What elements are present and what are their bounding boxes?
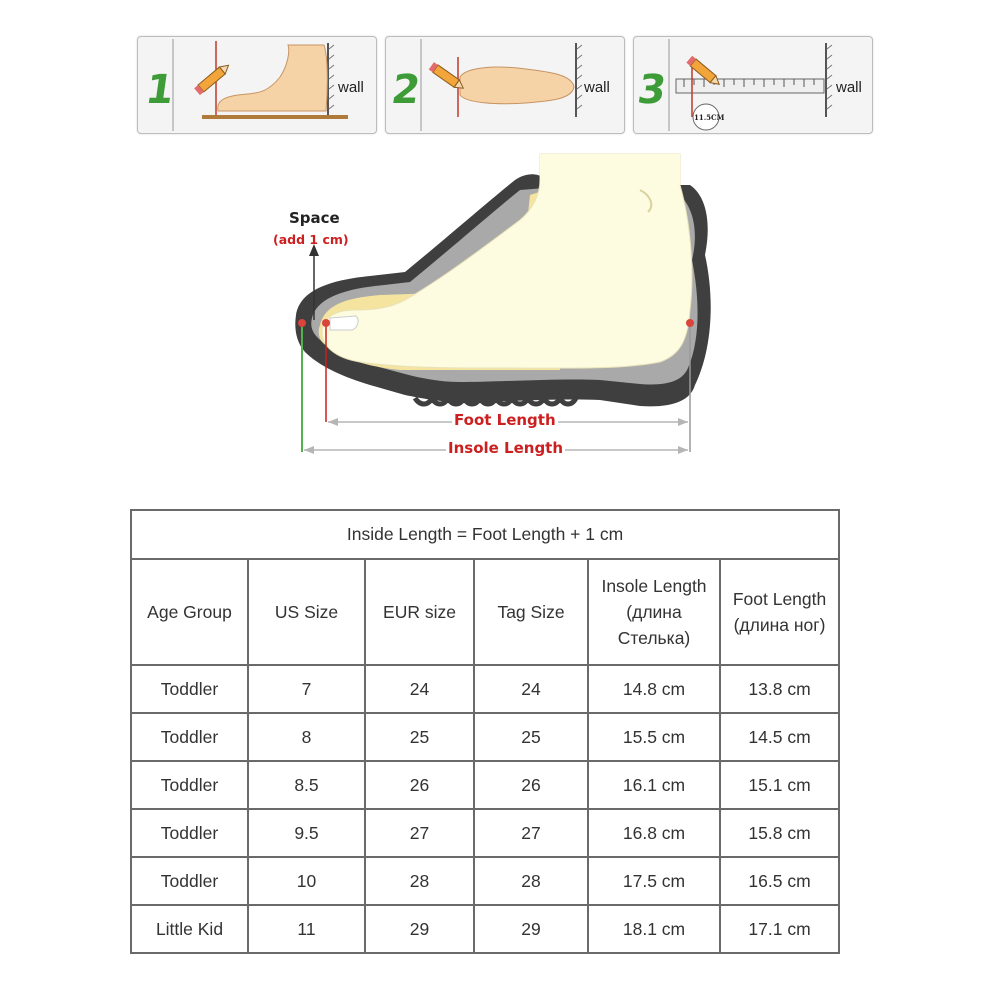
age-group-cell: Little Kid: [131, 905, 248, 953]
us-size-cell: 7: [248, 665, 365, 713]
tag-size-cell: 29: [474, 905, 588, 953]
step-2-wall-label: wall: [584, 79, 610, 96]
table-row: [131, 761, 839, 809]
header-us-size: US Size: [248, 559, 365, 665]
tag-size-cell: 24: [474, 665, 588, 713]
age-group-cell: Toddler: [131, 761, 248, 809]
header-tag-size: Tag Size: [474, 559, 588, 665]
step-3-number: 3: [634, 67, 670, 113]
insole-length-cell: 14.8 cm: [588, 665, 720, 713]
eur-size-cell: 25: [365, 713, 474, 761]
table-body: [131, 665, 839, 953]
tag-size-cell: 25: [474, 713, 588, 761]
insole-length-cell: 15.5 cm: [588, 713, 720, 761]
foot-length-cell: 14.5 cm: [720, 713, 839, 761]
insole-length-cell: 18.1 cm: [588, 905, 720, 953]
eur-size-cell: 26: [365, 761, 474, 809]
insole-length-label: Insole Length: [448, 439, 564, 457]
us-size-cell: 8: [248, 713, 365, 761]
header-foot-length: Foot Length (длина ног): [720, 559, 839, 665]
eur-size-cell: 24: [365, 665, 474, 713]
step-2-panel: [385, 36, 625, 134]
ruler-icon: [676, 79, 824, 93]
step-1-number: 1: [142, 67, 178, 113]
us-size-cell: 10: [248, 857, 365, 905]
toe-dot: [322, 319, 330, 327]
step-3-wall-label: wall: [836, 79, 862, 96]
eur-size-cell: 29: [365, 905, 474, 953]
step-3-panel: [633, 36, 873, 134]
step-1-panel: [137, 36, 377, 134]
heel-dot: [686, 319, 694, 327]
insole-start-dot: [298, 319, 306, 327]
header-age-group: Age Group: [131, 559, 248, 665]
foot-measurement-diagram: [0, 140, 1000, 480]
header-insole-length: Insole Length (длина Стелька): [588, 559, 720, 665]
header-eur-size: EUR size: [365, 559, 474, 665]
ruler-reading-label: 11.5CM: [694, 113, 725, 122]
age-group-cell: Toddler: [131, 665, 248, 713]
table-title: Inside Length = Foot Length + 1 cm: [131, 510, 839, 559]
foot-length-cell: 15.1 cm: [720, 761, 839, 809]
table-title-row: [131, 510, 839, 559]
size-chart-table: [130, 509, 840, 954]
foot-length-cell: 15.8 cm: [720, 809, 839, 857]
foot-shape: [322, 154, 692, 368]
table-row: [131, 857, 839, 905]
table-header-row: [131, 559, 839, 665]
foot-length-cell: 17.1 cm: [720, 905, 839, 953]
age-group-cell: Toddler: [131, 713, 248, 761]
eur-size-cell: 28: [365, 857, 474, 905]
table-row: [131, 665, 839, 713]
step-2-number: 2: [388, 67, 424, 113]
tag-size-cell: 28: [474, 857, 588, 905]
shoe-foot-illustration: [0, 140, 1000, 480]
age-group-cell: Toddler: [131, 857, 248, 905]
us-size-cell: 8.5: [248, 761, 365, 809]
step-1-wall-label: wall: [338, 79, 364, 96]
insole-length-cell: 16.8 cm: [588, 809, 720, 857]
table-row: [131, 809, 839, 857]
foot-length-label: Foot Length: [454, 411, 556, 429]
eur-size-cell: 27: [365, 809, 474, 857]
space-label: Space: [289, 209, 340, 227]
tag-size-cell: 26: [474, 761, 588, 809]
age-group-cell: Toddler: [131, 809, 248, 857]
insole-length-cell: 16.1 cm: [588, 761, 720, 809]
table-row: [131, 905, 839, 953]
foot-length-cell: 16.5 cm: [720, 857, 839, 905]
us-size-cell: 11: [248, 905, 365, 953]
table-row: [131, 713, 839, 761]
us-size-cell: 9.5: [248, 809, 365, 857]
tag-size-cell: 27: [474, 809, 588, 857]
space-note-label: (add 1 cm): [273, 232, 349, 247]
foot-length-cell: 13.8 cm: [720, 665, 839, 713]
insole-length-cell: 17.5 cm: [588, 857, 720, 905]
